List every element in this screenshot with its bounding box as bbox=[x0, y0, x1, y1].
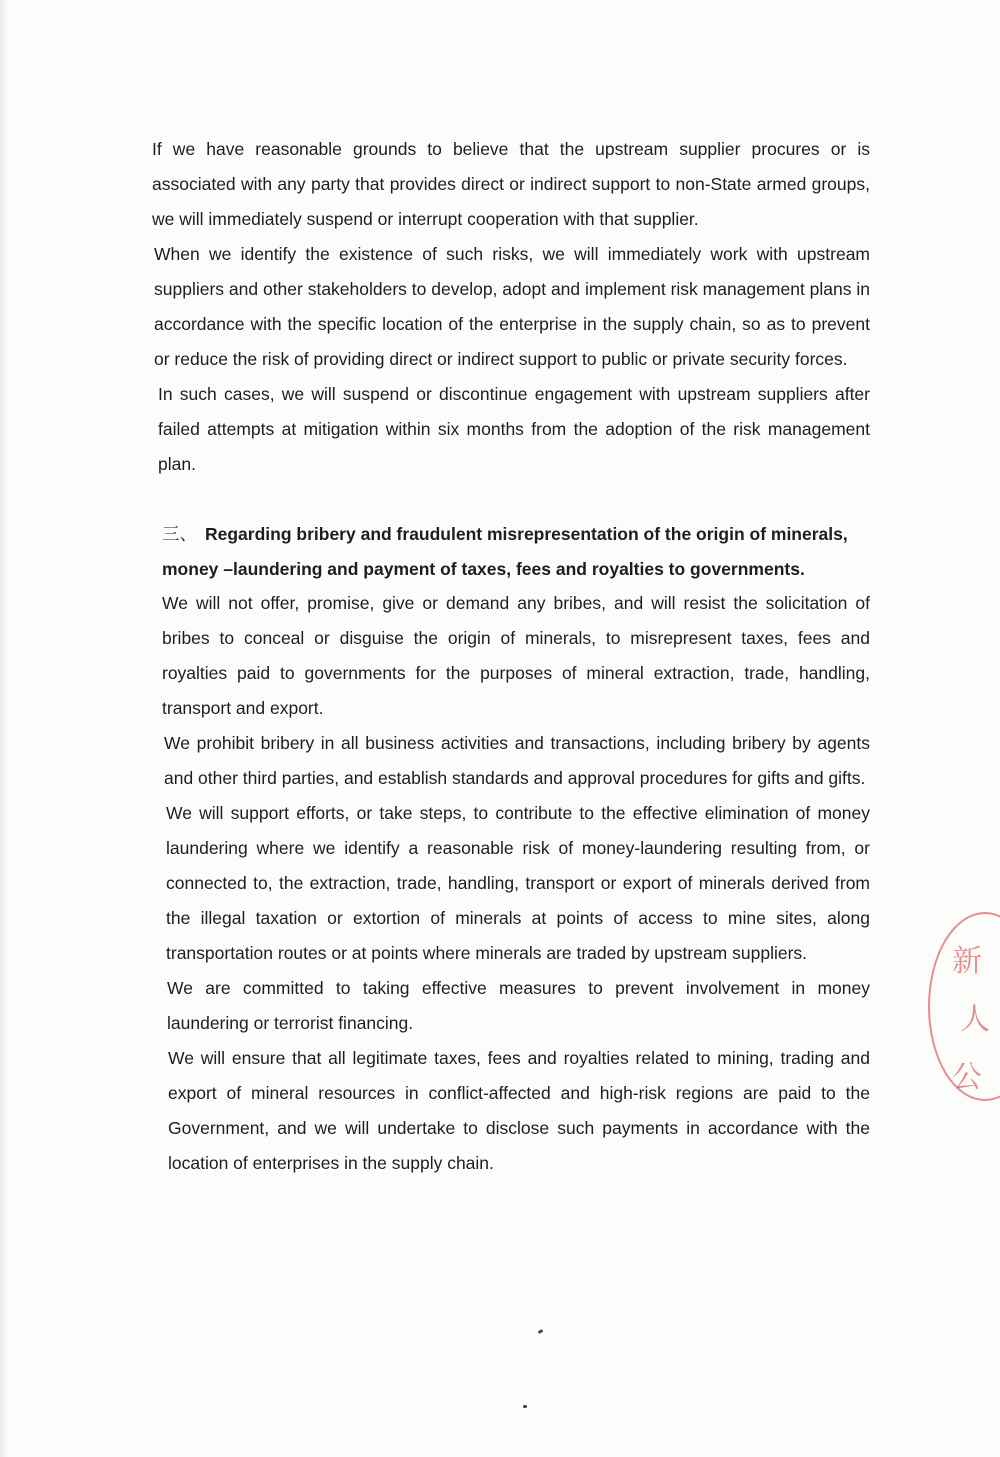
paragraph-risk-management: When we identify the existence of such risks, we will immediately work with upstream suppliers and other stakeholders to develop, adopt and implement risk management plans in accordance with the specific location of the enterprise in the supply chain, so as to prevent or reduce the risk of providing direct or indirect support to public or private security forces. bbox=[154, 244, 870, 369]
document-body bbox=[148, 132, 870, 1181]
section-heading bbox=[148, 517, 870, 586]
paragraph-prohibit-bribery: We prohibit bribery in all business activities and transactions, including bribery by agents and other third parties, and establish standards and approval procedures for gifts and gifts. bbox=[164, 733, 870, 788]
paragraph-bribes: We will not offer, promise, give or demand any bribes, and will resist the solicitation of bribes to conceal or disguise the origin of minerals, to misrepresent taxes, fees and royalties paid to governments for the purposes of mineral extraction, trade, handling, transport and export. bbox=[162, 593, 870, 718]
paragraph-terrorist-financing: We are committed to taking effective measures to prevent involvement in money laundering or terrorist financing. bbox=[167, 978, 870, 1033]
paragraph-suspend-engagement: In such cases, we will suspend or discontinue engagement with upstream suppliers after failed attempts at mitigation within six months from the adoption of the risk management plan. bbox=[158, 384, 870, 474]
paragraph-taxes-fees: We will ensure that all legitimate taxes, fees and royalties related to mining, trading and export of mineral resources in conflict-affected and high-risk regions are paid to the Government, and we will undertake to disclose such payments in accordance with the location of enterprises in the supply chain. bbox=[168, 1048, 870, 1173]
company-seal-stamp: 新 人 公 bbox=[928, 912, 1000, 1101]
scan-speck bbox=[523, 1405, 527, 1408]
paragraph-armed-groups: If we have reasonable grounds to believe that the upstream supplier procures or is associated with any party that provides direct or indirect support to non-State armed groups, we will immediately suspend or interrupt cooperation with that supplier. bbox=[152, 139, 870, 229]
section-number: 三、 bbox=[162, 525, 197, 545]
scan-speck bbox=[538, 1329, 544, 1334]
section-heading-text: Regarding bribery and fraudulent misrepresentation of the origin of minerals, money –laundering and payment of taxes, fees and royalties to governments. bbox=[162, 524, 848, 579]
page-edge-shadow bbox=[0, 0, 8, 1457]
paragraph-money-laundering: We will support efforts, or take steps, to contribute to the effective elimination of money laundering where we identify a reasonable risk of money-laundering resulting from, or connected to, the extraction, trade, handling, transport or export of minerals derived from the illegal taxation or extortion of minerals at points of access to mine sites, along transportation routes or at points where minerals are traded by upstream suppliers. bbox=[166, 803, 870, 963]
